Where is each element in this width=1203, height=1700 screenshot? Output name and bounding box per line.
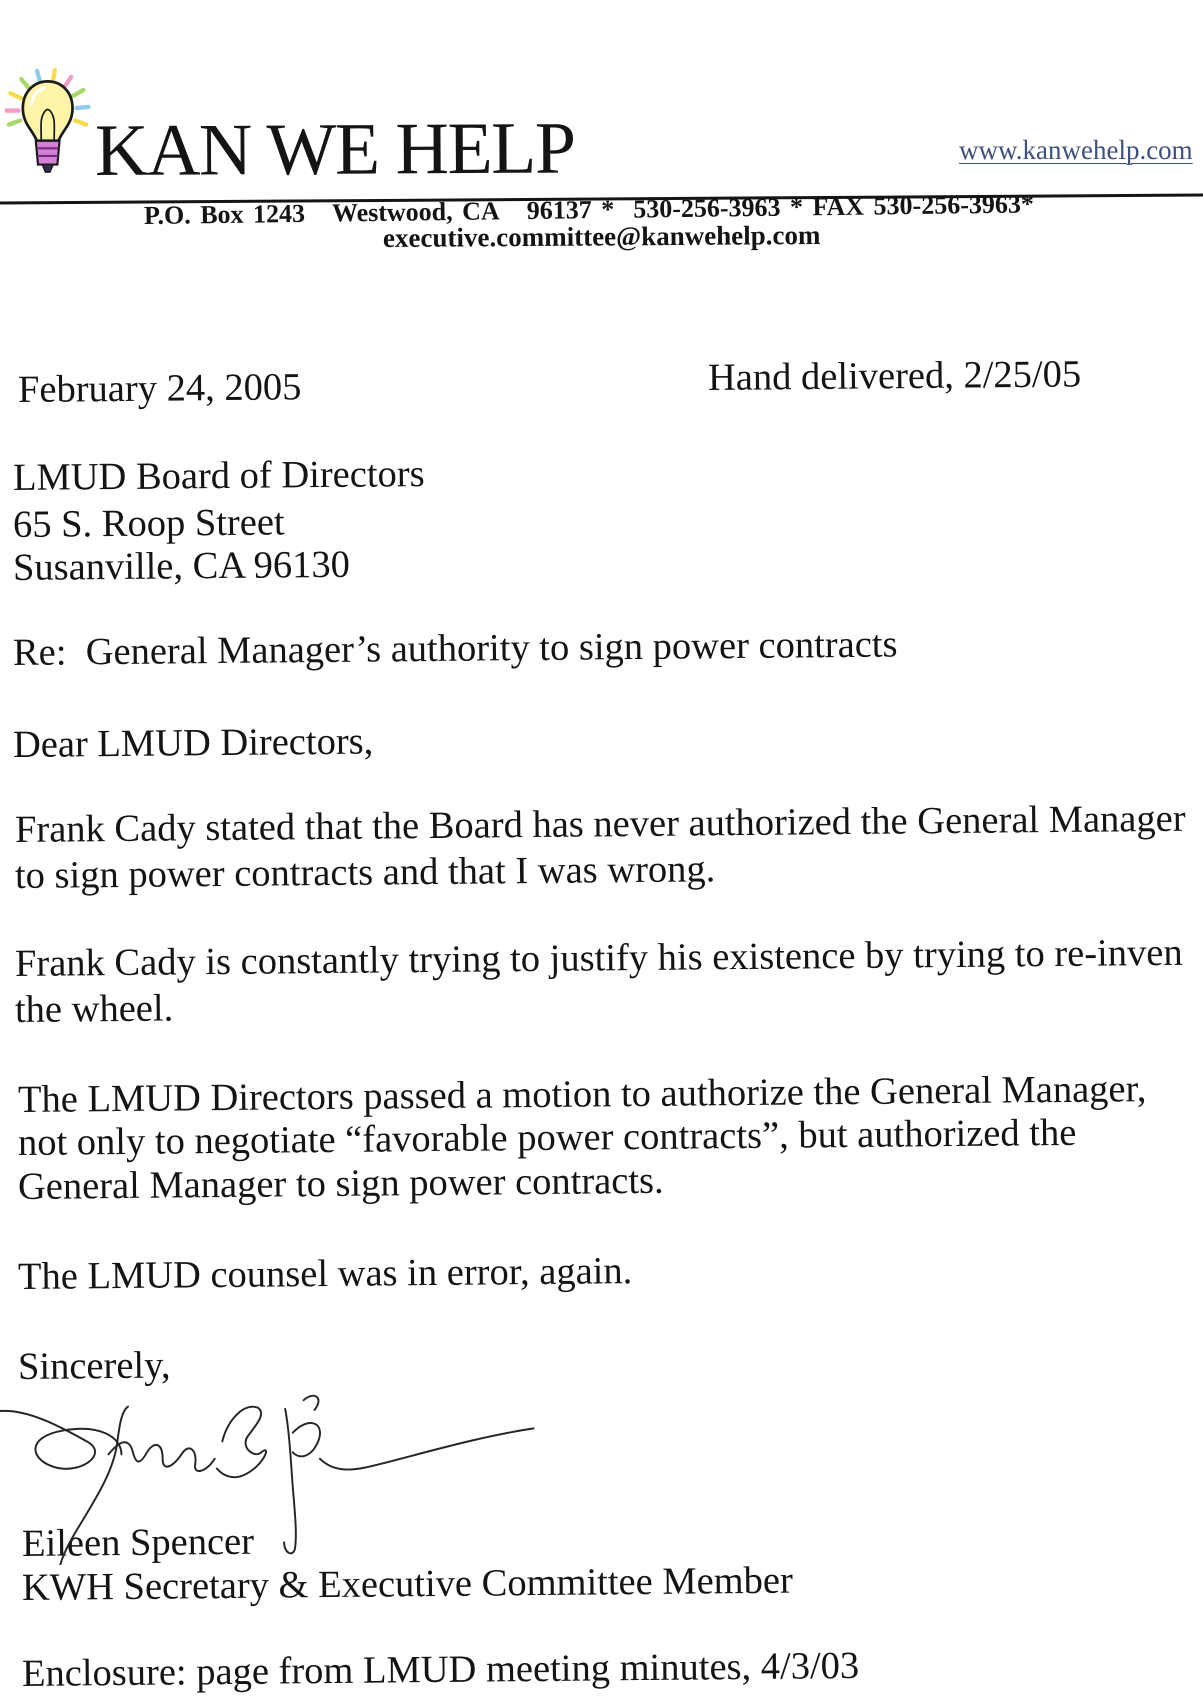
paragraph-3-line-2: not only to negotiate “favorable power contracts”, but authorized the [17, 1111, 1077, 1164]
salutation: Dear LMUD Directors, [12, 720, 374, 766]
delivery-note: Hand delivered, 2/25/05 [707, 353, 1082, 399]
signature [0, 1385, 540, 1565]
date-line: February 24, 2005 [17, 366, 302, 411]
closing: Sincerely, [17, 1344, 171, 1388]
paragraph-4-line-1: The LMUD counsel was in error, again. [17, 1250, 633, 1298]
paragraph-3-line-3: General Manager to sign power contracts. [17, 1159, 664, 1208]
recipient-street: 65 S. Roop Street [12, 501, 285, 546]
organization-name: KAN WE HELP [94, 107, 575, 192]
enclosure-note: Enclosure: page from LMUD meeting minutes, 4/3/03 [21, 1644, 860, 1695]
paragraph-2-line-1: Frank Cady is constantly trying to justify his existence by trying to re-inven [14, 931, 1183, 985]
paragraph-2-line-2: the wheel. [14, 987, 174, 1031]
website-url: www.kanwehelp.com [959, 135, 1193, 165]
signer-title: KWH Secretary & Executive Committee Member [21, 1559, 793, 1609]
po-box: P.O. Box 1243 [143, 198, 306, 230]
signer-name: Eileen Spencer [21, 1520, 255, 1565]
paragraph-1-line-1: Frank Cady stated that the Board has never authorized the General Manager [14, 797, 1186, 851]
paragraph-1-line-2: to sign power contracts and that I was wrong. [14, 848, 716, 897]
paragraph-3-line-1: The LMUD Directors passed a motion to authorize the General Manager, [17, 1068, 1147, 1121]
recipient-name: LMUD Board of Directors [12, 453, 425, 499]
recipient-city: Susanville, CA 96130 [12, 543, 351, 589]
email-address: executive.committee@kanwehelp.com [382, 219, 821, 253]
contact-details: Westwood, CA 96137 * 530-256-3963 * FAX 530-256-3963* [331, 189, 1035, 228]
subject-line: Re: General Manager’s authority to sign power contracts [12, 623, 898, 674]
